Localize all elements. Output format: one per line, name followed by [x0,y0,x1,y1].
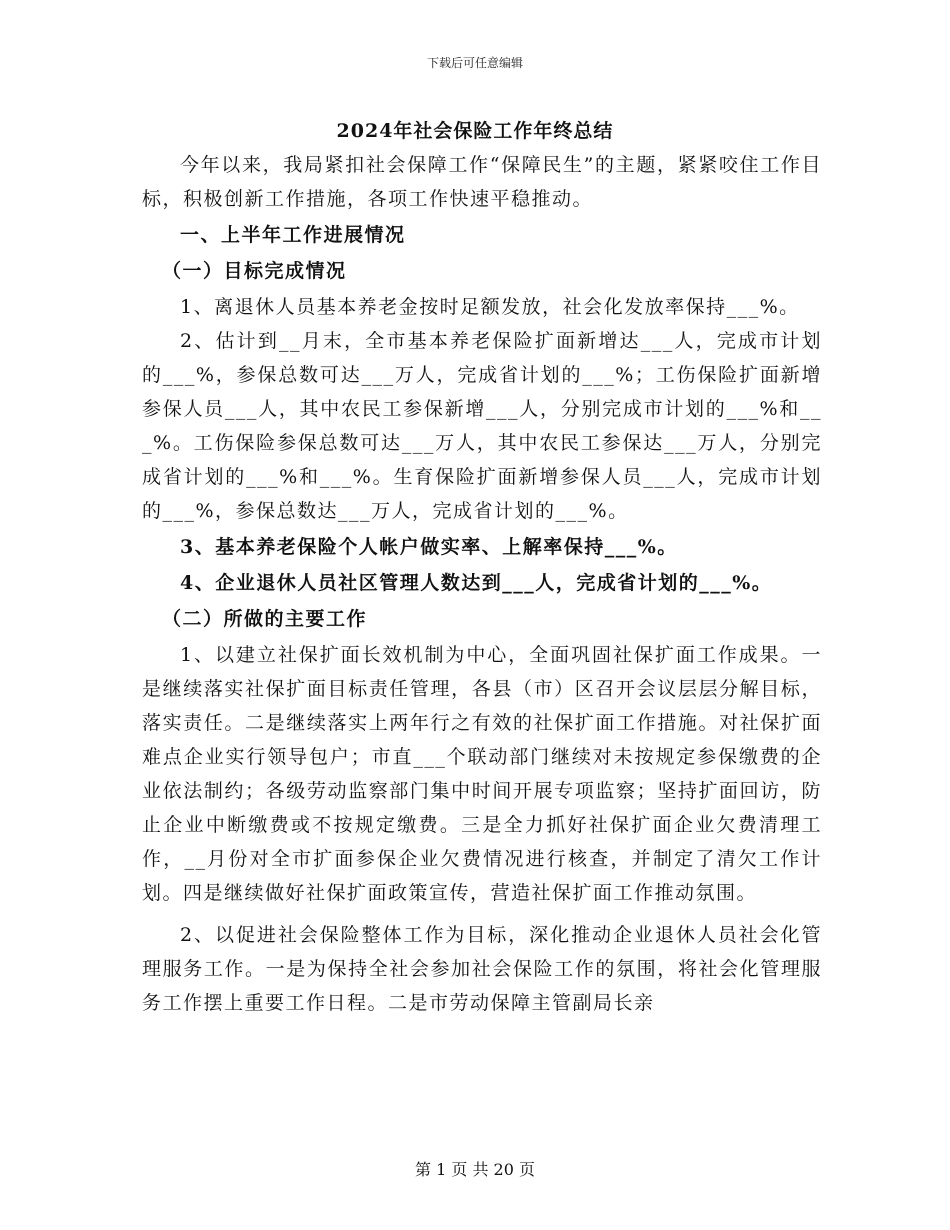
subsection-heading-1: （一）目标完成情况 [162,260,347,282]
header-note: 下载后可任意编辑 [426,56,523,70]
document-body [142,148,822,1020]
work-item-2: 2、以促进社会保险整体工作为目标，深化推动企业退休人员社会化管理服务工作。一是为保持全社会参加社会保险工作的氛围，将社会化管理服务工作摆上重要工作日程。二是市劳动保障主管副局长亲 [142,924,822,1014]
target-item-2: 2、估计到__月末，全市基本养老保险扩面新增达___人，完成市计划的___%，参保总数可达___万人，完成省计划的___%；工伤保险扩面新增参保人员___人，其中农民工参保新增___人，分别完成市计划的___%和___%。工伤保险参保总数可达___万人，其中农民工参保达___万人，分别完成省计划的___%和___%。生育保险扩面新增参保人员___人，完成市计划的___%，参保总数达___万人，完成省计划的___%。 [142,330,822,522]
document-title: 2024年社会保险工作年终总结 [336,120,614,142]
target-item-1: 1、离退休人员基本养老金按时足额发放，社会化发放率保持___%。 [180,296,800,318]
target-item-3: 3、基本养老保险个人帐户做实率、上解率保持___%。 [180,536,678,558]
target-item-4: 4、企业退休人员社区管理人数达到___人，完成省计划的___%。 [180,572,773,594]
section-heading-1: 一、上半年工作进展情况 [180,224,406,246]
subsection-heading-2: （二）所做的主要工作 [162,608,368,630]
intro-paragraph: 今年以来，我局紧扣社会保障工作“保障民生”的主题，紧紧咬住工作目标，积极创新工作措施，各项工作快速平稳推动。 [142,154,822,210]
work-item-1: 1、以建立社保扩面长效机制为中心，全面巩固社保扩面工作成果。一是继续落实社保扩面目标责任管理，各县（市）区召开会议层层分解目标，落实责任。二是继续落实上两年行之有效的社保扩面工作措施。对社保扩面难点企业实行领导包户；市直___个联动部门继续对未按规定参保缴费的企业依法制约；各级劳动监察部门集中时间开展专项监察；坚持扩面回访，防止企业中断缴费或不按规定缴费。三是全力抓好社保扩面企业欠费清理工作，__月份对全市扩面参保企业欠费情况进行核查，并制定了清欠工作计划。四是继续做好社保扩面政策宣传，营造社保扩面工作推动氛围。 [142,644,822,904]
page-footer: 第 1 页 共 20 页 [415,1160,535,1179]
